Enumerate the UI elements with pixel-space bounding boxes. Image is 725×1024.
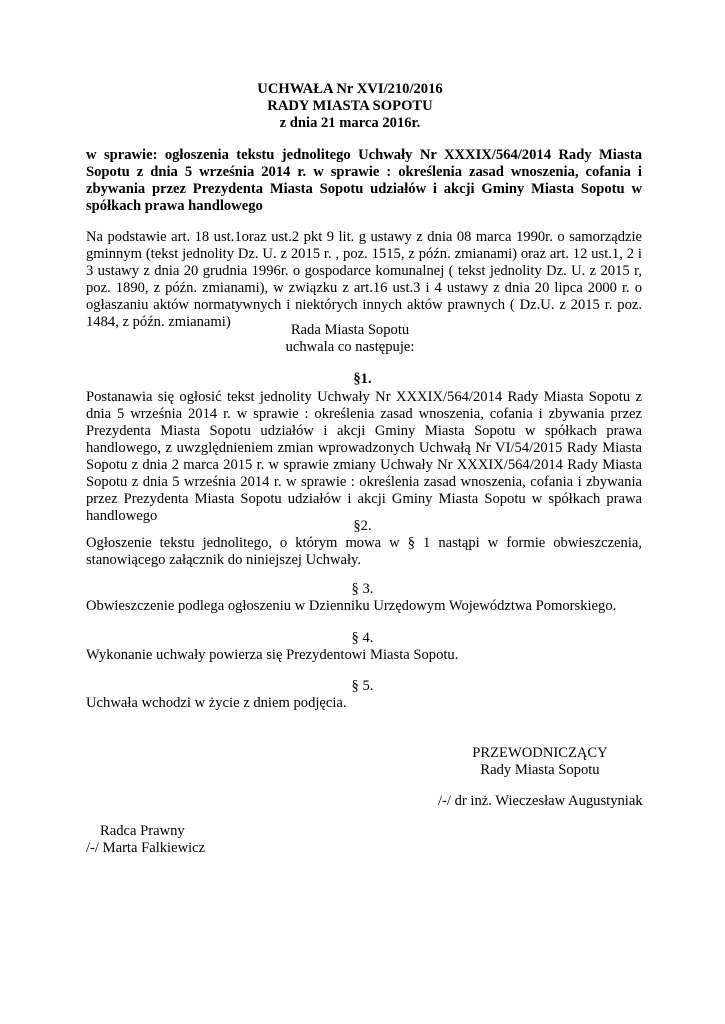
section-3-text: Obwieszczenie podlega ogłoszeniu w Dzienniku Urzędowym Województwa Pomorskiego.	[86, 598, 617, 614]
section-5-sign: § 5.	[351, 678, 374, 694]
title-line-council: RADY MIASTA SOPOTU	[267, 98, 433, 114]
council-name: Rada Miasta Sopotu	[290, 322, 410, 338]
title-line-number: UCHWAŁA Nr XVI/210/2016	[257, 81, 443, 97]
legal-basis: Na podstawie art. 18 ust.1oraz ust.2 pkt 9 lit. g ustawy z dnia 08 marca 1990r. o samorządzie gminnym (tekst jednolity Dz. U. z 2015 r. , poz. 1515, z późn. zmianami) oraz art. 12 ust.1, 2 i 3 ustawy z dnia 20 grudnia 1996r. o gospodarce komunalnej ( tekst jednolity Dz. U. z 2015 r, poz. 1890, z późn. zmianami), w związku z art.16 ust.3 i 4 ustawy z dnia 20 lipca 2000 r. o ogłaszaniu aktów normatywnych i niektórych innych aktów prawnych ( Dz.U. z 2015 r. poz. 1484, z późn. zmianami)	[86, 229, 642, 330]
section-2-sign: §2.	[353, 518, 372, 534]
section-4-text: Wykonanie uchwały powierza się Prezydentowi Miasta Sopotu.	[86, 647, 459, 663]
legal-advisor-block	[86, 823, 205, 857]
legal-advisor-role: Radca Prawny	[100, 823, 185, 839]
chairman-signature-block	[430, 745, 650, 779]
resolution-subject: w sprawie: ogłoszenia tekstu jednolitego Uchwały Nr XXXIX/564/2014 Rady Miasta Sopotu z dnia 5 września 2014 r. w sprawie : określenia zasad wnoszenia, cofania i zbywania przez Prezydenta Miasta Sopotu udziałów i akcji Gminy Miasta Sopotu w spółkach prawa handlowego	[86, 147, 642, 214]
section-1-text: Postanawia się ogłosić tekst jednolity Uchwały Nr XXXIX/564/2014 Rady Miasta Sopotu z dnia 5 września 2014 r. w sprawie : określenia zasad wnoszenia, cofania i zbywania przez Prezydenta Miasta Sopotu udziałów i akcji Gminy Miasta Sopotu w spółkach prawa handlowego, z uwzględnieniem zmian wprowadzonych Uchwałą Nr VI/54/2015 Rady Miasta Sopotu z dnia 2 marca 2015 r. w sprawie zmiany Uchwały Nr XXXIX/564/2014 Rady Miasta Sopotu z dnia 5 września 2014 r. w sprawie : określenia zasad wnoszenia, cofania i zbywania przez Prezydenta Miasta Sopotu udziałów i akcji Gminy Miasta Sopotu w spółkach prawa handlowego	[86, 389, 642, 524]
council-resolves: uchwala co następuje:	[285, 339, 415, 355]
section-5-text: Uchwała wchodzi w życie z dniem podjęcia.	[86, 695, 347, 711]
chairman-signer: /-/ dr inż. Wieczesław Augustyniak	[438, 793, 643, 809]
chairman-role: PRZEWODNICZĄCY	[472, 745, 608, 761]
chairman-body: Rady Miasta Sopotu	[480, 762, 600, 778]
section-3-sign: § 3.	[351, 581, 374, 597]
section-1-sign: §1.	[353, 371, 372, 387]
section-4-sign: § 4.	[351, 630, 374, 646]
title-line-date: z dnia 21 marca 2016r.	[279, 115, 421, 131]
section-2-text: Ogłoszenie tekstu jednolitego, o którym mowa w § 1 nastąpi w formie obwieszczenia, stanowiącego załącznik do niniejszej Uchwały.	[86, 535, 642, 568]
resolution-title	[200, 81, 500, 132]
legal-advisor-signer: /-/ Marta Falkiewicz	[86, 840, 206, 856]
council-decision	[240, 322, 460, 356]
